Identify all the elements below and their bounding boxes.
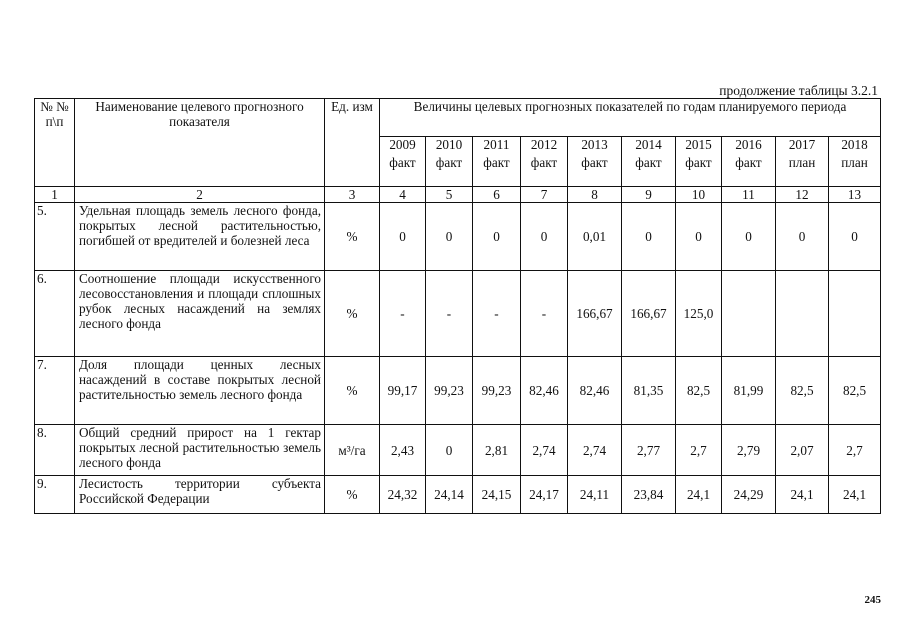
page-number: 245 — [864, 594, 881, 606]
header-year-2011 — [473, 137, 521, 187]
table-row — [35, 203, 881, 271]
year-kind: факт — [635, 155, 662, 170]
value-cell: 2,7 — [829, 425, 881, 476]
year-kind: факт — [435, 155, 463, 170]
year-kind: факт — [483, 155, 510, 170]
table-caption: продолжение таблицы 3.2.1 — [719, 83, 878, 98]
header-year-2010 — [426, 137, 473, 187]
value-cell: - — [426, 271, 473, 357]
year-label: 2012 — [530, 137, 558, 152]
value-cell: 24,17 — [521, 476, 568, 514]
value-cell: 82,5 — [776, 357, 829, 425]
year-kind: факт — [530, 155, 558, 170]
value-cell: 0 — [722, 203, 776, 271]
header-values: Величины целевых прогнозных показателей по годам планируемого периода — [380, 99, 881, 137]
year-label: 2013 — [581, 137, 608, 152]
column-number: 6 — [473, 187, 521, 203]
row-number: 9. — [35, 476, 75, 514]
value-cell: 0 — [426, 203, 473, 271]
value-cell: 0 — [829, 203, 881, 271]
header-year-2018 — [829, 137, 881, 187]
year-kind: план — [841, 155, 868, 170]
value-cell: 0 — [426, 425, 473, 476]
value-cell: 81,99 — [722, 357, 776, 425]
unit-cell: % — [325, 357, 380, 425]
year-label: 2015 — [685, 137, 712, 152]
indicator-name: Доля площади ценных лесных насаждений в составе покрытых лесной растительностью земель лесного фонда — [75, 357, 325, 425]
year-kind: факт — [735, 155, 762, 170]
column-number: 11 — [722, 187, 776, 203]
header-row-1 — [35, 99, 881, 137]
value-cell: 99,17 — [380, 357, 426, 425]
column-number: 5 — [426, 187, 473, 203]
value-cell: 2,43 — [380, 425, 426, 476]
year-label: 2010 — [435, 137, 463, 152]
indicator-name: Соотношение площади искусственного лесовосстановления и площади сплошных рубок лесных насаждений на землях лесного фонда — [75, 271, 325, 357]
indicator-name: Общий средний прирост на 1 гектар покрытых лесной растительностью земель лесного фонда — [75, 425, 325, 476]
forecast-indicators-table — [34, 98, 881, 514]
value-cell: 24,1 — [676, 476, 722, 514]
value-cell: 82,5 — [676, 357, 722, 425]
column-number: 9 — [622, 187, 676, 203]
value-cell: 0 — [473, 203, 521, 271]
header-year-2016 — [722, 137, 776, 187]
unit-cell: % — [325, 476, 380, 514]
value-cell: 23,84 — [622, 476, 676, 514]
value-cell: 2,79 — [722, 425, 776, 476]
column-number: 8 — [568, 187, 622, 203]
value-cell: 2,07 — [776, 425, 829, 476]
value-cell: 2,74 — [521, 425, 568, 476]
header-unit: Ед. изм — [325, 99, 380, 187]
year-label: 2011 — [483, 137, 510, 152]
year-label: 2017 — [788, 137, 816, 152]
column-number: 7 — [521, 187, 568, 203]
header-year-2012 — [521, 137, 568, 187]
value-cell: 24,14 — [426, 476, 473, 514]
value-cell: 24,1 — [776, 476, 829, 514]
column-number: 13 — [829, 187, 881, 203]
header-year-2015 — [676, 137, 722, 187]
header-year-2013 — [568, 137, 622, 187]
value-cell: 81,35 — [622, 357, 676, 425]
header-year-2009 — [380, 137, 426, 187]
column-numbers-row — [35, 187, 881, 203]
value-cell: 2,77 — [622, 425, 676, 476]
indicator-name: Лесистость территории субъекта Российской Федерации — [75, 476, 325, 514]
column-number: 10 — [676, 187, 722, 203]
value-cell: 0 — [380, 203, 426, 271]
value-cell: 0 — [622, 203, 676, 271]
value-cell: 99,23 — [473, 357, 521, 425]
value-cell: - — [521, 271, 568, 357]
value-cell: 125,0 — [676, 271, 722, 357]
row-number: 6. — [35, 271, 75, 357]
value-cell: 0 — [521, 203, 568, 271]
value-cell: 24,11 — [568, 476, 622, 514]
year-kind: факт — [685, 155, 712, 170]
year-label: 2016 — [735, 137, 762, 152]
value-cell: 24,15 — [473, 476, 521, 514]
value-cell — [829, 271, 881, 357]
header-year-2014 — [622, 137, 676, 187]
year-kind: факт — [581, 155, 608, 170]
value-cell: 24,32 — [380, 476, 426, 514]
value-cell: - — [473, 271, 521, 357]
column-number: 4 — [380, 187, 426, 203]
value-cell: 99,23 — [426, 357, 473, 425]
row-number: 8. — [35, 425, 75, 476]
unit-cell: % — [325, 203, 380, 271]
value-cell: 2,81 — [473, 425, 521, 476]
unit-cell: % — [325, 271, 380, 357]
year-label: 2014 — [635, 137, 662, 152]
value-cell: 0 — [676, 203, 722, 271]
table-row — [35, 271, 881, 357]
table-row — [35, 425, 881, 476]
value-cell: 82,46 — [568, 357, 622, 425]
column-number: 3 — [325, 187, 380, 203]
indicator-name: Удельная площадь земель лесного фонда, покрытых лесной растительностью, погибшей от вредителей и болезней леса — [75, 203, 325, 271]
column-number: 12 — [776, 187, 829, 203]
value-cell: 166,67 — [568, 271, 622, 357]
row-number: 5. — [35, 203, 75, 271]
value-cell: 0,01 — [568, 203, 622, 271]
header-year-2017 — [776, 137, 829, 187]
value-cell: 2,74 — [568, 425, 622, 476]
year-kind: факт — [389, 155, 416, 170]
header-num: № № п\п — [35, 99, 75, 187]
value-cell: 2,7 — [676, 425, 722, 476]
column-number: 1 — [35, 187, 75, 203]
value-cell: 82,5 — [829, 357, 881, 425]
year-kind: план — [788, 155, 816, 170]
value-cell: 82,46 — [521, 357, 568, 425]
value-cell — [722, 271, 776, 357]
value-cell: 24,29 — [722, 476, 776, 514]
row-number: 7. — [35, 357, 75, 425]
header-name: Наименование целевого прогнозного показателя — [75, 99, 325, 187]
value-cell: 166,67 — [622, 271, 676, 357]
table-row — [35, 357, 881, 425]
year-label: 2009 — [389, 137, 416, 152]
table-row — [35, 476, 881, 514]
year-label: 2018 — [841, 137, 868, 152]
value-cell: 0 — [776, 203, 829, 271]
column-number: 2 — [75, 187, 325, 203]
unit-cell: м³/га — [325, 425, 380, 476]
value-cell: 24,1 — [829, 476, 881, 514]
value-cell — [776, 271, 829, 357]
value-cell: - — [380, 271, 426, 357]
